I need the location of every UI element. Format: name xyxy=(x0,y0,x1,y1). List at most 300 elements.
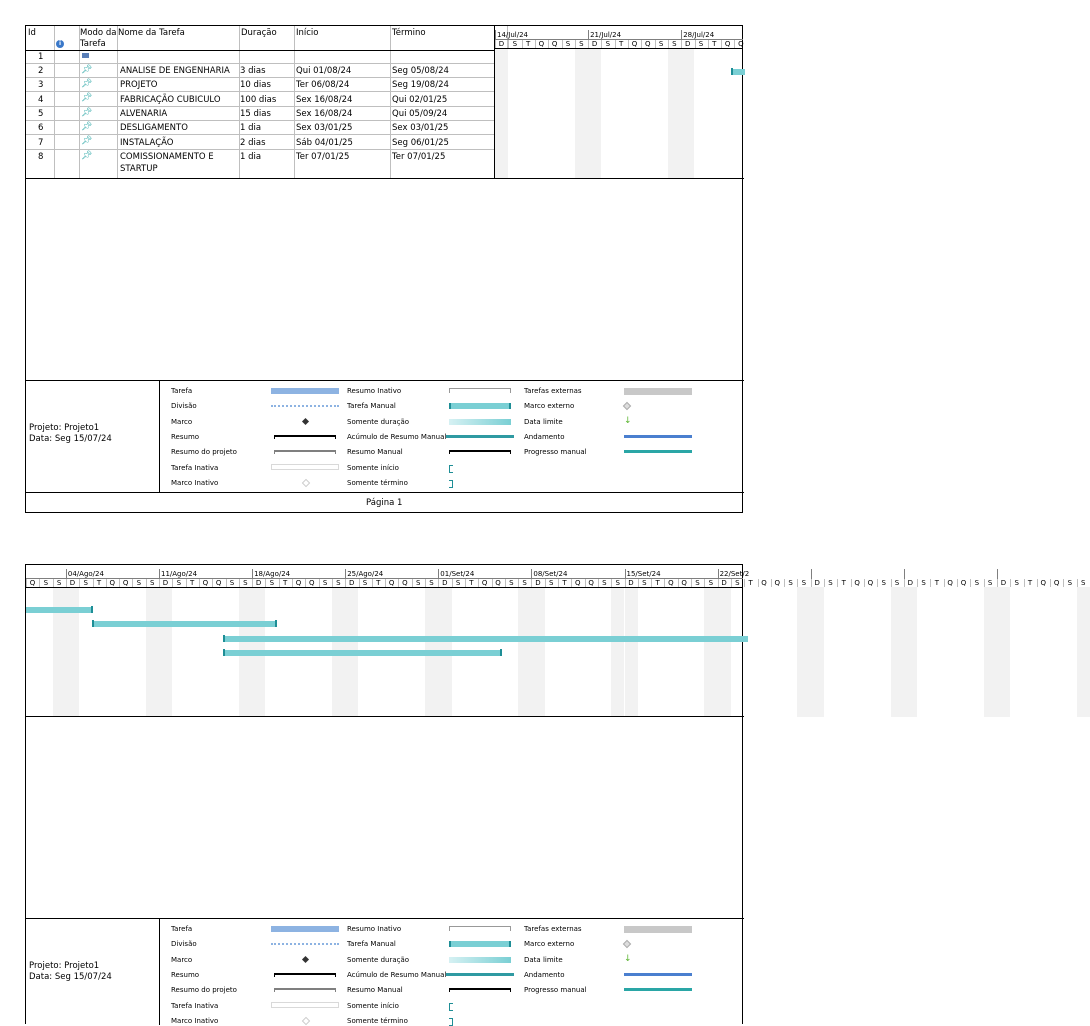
day-tick xyxy=(1063,579,1064,587)
pushpin-icon: 📌︎ xyxy=(81,151,93,161)
day-tick xyxy=(132,579,133,587)
legend-label: Tarefas externas xyxy=(524,387,582,395)
footer-date: Data: Seg 15/07/24 xyxy=(29,434,112,444)
legend-manual-rollup-swatch xyxy=(446,435,514,438)
day-tick xyxy=(495,40,496,48)
header-mode-2: Tarefa xyxy=(80,39,106,49)
day-label: Q xyxy=(309,579,315,587)
day-tick xyxy=(655,40,656,48)
legend-label: Marco Inativo xyxy=(171,478,219,487)
row-id: 1 xyxy=(38,52,44,62)
task-finish: Qui 02/01/25 xyxy=(392,95,448,105)
legend-label: Resumo do projeto xyxy=(171,986,237,995)
legend-manual-rollup-swatch xyxy=(446,973,514,976)
day-label: S xyxy=(894,579,900,587)
day-tick xyxy=(625,579,626,587)
bar-end-cap xyxy=(275,620,277,627)
day-label: S xyxy=(415,579,421,587)
legend-label: Acúmulo de Resumo Manual xyxy=(347,970,447,979)
weekend-shade xyxy=(811,587,824,717)
task-start: Sex 16/08/24 xyxy=(296,95,353,105)
weekend-shade xyxy=(146,587,159,717)
legend-label: Marco xyxy=(171,417,193,426)
day-tick xyxy=(731,579,732,587)
day-tick xyxy=(359,579,360,587)
day-label: Q xyxy=(867,579,874,587)
timeline-page-1 xyxy=(495,26,743,178)
day-label: S xyxy=(229,579,235,587)
day-tick xyxy=(505,579,506,587)
task-finish: Ter 07/01/25 xyxy=(392,152,446,162)
day-label: S xyxy=(455,579,461,587)
legend-inactive-task-swatch xyxy=(271,1002,339,1008)
legend-label: Tarefa Inativa xyxy=(171,1001,219,1010)
day-label: S xyxy=(695,579,700,587)
day-tick xyxy=(1037,579,1038,587)
legend-external-task-swatch xyxy=(624,926,692,933)
legend-inactive-summary-swatch xyxy=(449,926,511,931)
day-tick xyxy=(641,40,642,48)
legend-project-summary-swatch xyxy=(274,450,336,454)
task-name: PROJETO xyxy=(120,80,158,90)
task-start: Ter 06/08/24 xyxy=(296,80,350,90)
external-milestone-icon xyxy=(623,940,631,948)
day-label: T xyxy=(283,579,288,587)
day-label: Q xyxy=(774,579,781,587)
manual-task-bar xyxy=(731,69,745,75)
legend-summary-swatch xyxy=(274,435,336,439)
day-tick xyxy=(146,579,147,587)
weekend-shade xyxy=(159,587,172,717)
day-label: D xyxy=(1000,579,1007,587)
week-label: 01/Set/24 xyxy=(440,570,475,578)
day-label: Q xyxy=(388,579,395,587)
deadline-arrow-icon: ↓ xyxy=(624,415,632,426)
day-tick xyxy=(558,579,559,587)
legend-inactive-summary-swatch xyxy=(449,388,511,393)
row-id: 8 xyxy=(38,152,44,162)
day-tick xyxy=(638,579,639,587)
day-tick xyxy=(79,579,80,587)
row-id: 3 xyxy=(38,80,44,90)
day-tick xyxy=(26,579,27,587)
weekend-shade xyxy=(668,48,681,178)
day-label: D xyxy=(591,40,598,48)
day-label: S xyxy=(522,579,527,587)
day-tick xyxy=(824,579,825,587)
week-label: 25/Ago/24 xyxy=(347,570,384,578)
timescale-bottom xyxy=(495,48,743,49)
day-tick xyxy=(66,579,67,587)
milestone-diamond-icon xyxy=(302,956,309,963)
day-label: S xyxy=(602,579,607,587)
day-label: S xyxy=(605,40,611,48)
legend-progress-swatch xyxy=(624,435,692,438)
day-label: S xyxy=(881,579,886,587)
task-name: DESLIGAMENTO xyxy=(120,123,188,133)
day-tick xyxy=(438,579,439,587)
day-label: Q xyxy=(538,40,545,48)
legend-label: Resumo xyxy=(171,970,200,979)
day-tick xyxy=(864,579,865,587)
task-name: INSTALAÇÃO xyxy=(120,138,174,148)
day-label: S xyxy=(1014,579,1019,587)
task-finish: Qui 05/09/24 xyxy=(392,109,448,119)
row-id: 4 xyxy=(38,95,44,105)
task-name: COMISSIONAMENTO E xyxy=(120,152,214,162)
legend-duration-only-swatch xyxy=(449,419,511,425)
legend-label: Somente duração xyxy=(347,955,410,964)
task-finish: Seg 06/01/25 xyxy=(392,138,449,148)
day-tick xyxy=(252,579,253,587)
day-label: D xyxy=(684,40,691,48)
header-finish: Término xyxy=(392,28,426,38)
pushpin-icon: 📌︎ xyxy=(81,136,93,146)
day-tick xyxy=(571,579,572,587)
legend-inactive-task-swatch xyxy=(271,464,339,470)
inactive-milestone-icon xyxy=(302,1017,310,1025)
day-tick xyxy=(548,40,549,48)
legend-label: Somente término xyxy=(347,478,408,487)
task-name-line2: STARTUP xyxy=(120,164,158,174)
day-label: S xyxy=(1080,579,1086,587)
legend-manual-summary-swatch xyxy=(449,450,511,454)
legend-label: Somente início xyxy=(347,463,399,472)
legend-manual-progress-swatch xyxy=(624,988,692,991)
day-tick xyxy=(292,579,293,587)
bar-end-cap xyxy=(500,649,502,656)
day-tick xyxy=(628,40,629,48)
day-label: T xyxy=(96,579,102,587)
day-tick xyxy=(851,579,852,587)
page-number: Página 1 xyxy=(366,498,403,508)
day-tick xyxy=(199,579,200,587)
legend-label: Data limite xyxy=(524,955,563,964)
header-mode: Modo da xyxy=(80,28,117,38)
legend-label: Divisão xyxy=(171,402,197,411)
day-label: S xyxy=(658,40,664,48)
legend-label: Marco Inativo xyxy=(171,1016,219,1025)
weekend-shade xyxy=(518,587,531,717)
task-duration: 2 dias xyxy=(240,138,266,148)
day-label: S xyxy=(269,579,275,587)
day-label: T xyxy=(525,40,531,48)
day-label: T xyxy=(376,579,381,587)
day-label: D xyxy=(814,579,820,587)
day-label: Q xyxy=(215,579,222,587)
day-label: D xyxy=(498,40,505,48)
legend-panel xyxy=(160,381,744,491)
legend-label: Marco externo xyxy=(524,402,575,411)
day-tick xyxy=(345,579,346,587)
day-label: T xyxy=(562,579,567,587)
day-tick xyxy=(518,579,519,587)
day-tick xyxy=(585,579,586,587)
day-label: S xyxy=(801,579,807,587)
day-tick xyxy=(385,579,386,587)
day-label: S xyxy=(43,579,49,587)
day-tick xyxy=(39,579,40,587)
day-tick xyxy=(1010,579,1011,587)
legend-external-task-swatch xyxy=(624,388,692,395)
day-tick xyxy=(691,579,692,587)
day-label: S xyxy=(788,579,793,587)
footer-project: Projeto: Projeto1 xyxy=(29,423,100,433)
task-finish: Sex 03/01/25 xyxy=(392,123,449,133)
legend-manual-task-swatch xyxy=(449,403,511,409)
day-tick xyxy=(957,579,958,587)
day-tick xyxy=(704,579,705,587)
day-tick xyxy=(1050,579,1051,587)
legend-label: Tarefa Manual xyxy=(347,940,396,949)
legend-label: Tarefa xyxy=(171,387,193,395)
week-label: 21/Jul/24 xyxy=(590,31,622,39)
day-label: S xyxy=(548,579,554,587)
day-tick xyxy=(535,40,536,48)
day-label: S xyxy=(615,579,620,587)
weekend-shade xyxy=(997,587,1010,717)
day-tick xyxy=(545,579,546,587)
weekend-shade xyxy=(625,587,638,717)
legend-label: Tarefa xyxy=(171,925,193,933)
day-tick xyxy=(1024,579,1025,587)
legend-panel xyxy=(160,919,744,1025)
day-tick xyxy=(106,579,107,587)
timescale-bottom xyxy=(26,587,743,588)
day-label: Q xyxy=(481,579,488,587)
day-tick xyxy=(239,579,240,587)
day-tick xyxy=(53,579,54,587)
external-milestone-icon xyxy=(623,402,631,410)
pushpin-icon: 📌︎ xyxy=(81,108,93,118)
task-duration: 15 dias xyxy=(240,109,271,119)
day-tick xyxy=(186,579,187,587)
manual-task-bar xyxy=(92,621,277,627)
day-tick xyxy=(1077,579,1078,587)
task-start: Sex 03/01/25 xyxy=(296,123,353,133)
day-tick xyxy=(598,579,599,587)
day-label: T xyxy=(619,40,624,48)
day-tick xyxy=(478,579,479,587)
day-tick xyxy=(917,579,918,587)
day-tick xyxy=(784,579,785,587)
day-label: D xyxy=(721,579,727,587)
weekend-shade xyxy=(575,48,588,178)
day-label: Q xyxy=(854,579,860,587)
day-label: D xyxy=(907,579,913,587)
day-tick xyxy=(508,40,509,48)
day-label: Q xyxy=(202,579,209,587)
day-label: S xyxy=(362,579,368,587)
manual-task-bar xyxy=(223,650,502,656)
day-label: S xyxy=(243,579,248,587)
task-duration: 100 dias xyxy=(240,95,277,105)
day-label: Q xyxy=(29,579,36,587)
task-duration: 1 dia xyxy=(240,152,262,162)
legend-label: Tarefas externas xyxy=(524,925,582,933)
day-label: S xyxy=(708,579,714,587)
legend-label: Resumo Manual xyxy=(347,986,403,995)
day-label: T xyxy=(189,579,195,587)
day-tick xyxy=(721,40,722,48)
milestone-diamond-icon xyxy=(302,418,309,425)
legend-manual-task-swatch xyxy=(449,941,511,947)
print-page-1 xyxy=(25,25,743,513)
day-label: D xyxy=(69,579,76,587)
day-tick xyxy=(997,579,998,587)
legend-project-summary-swatch xyxy=(274,988,336,992)
day-label: S xyxy=(176,579,182,587)
day-label: T xyxy=(748,579,753,587)
day-tick xyxy=(159,579,160,587)
day-label: S xyxy=(322,579,328,587)
day-tick xyxy=(811,579,812,587)
week-label: 04/Ago/24 xyxy=(67,570,104,578)
day-tick xyxy=(758,579,759,587)
task-start: Qui 01/08/24 xyxy=(296,66,352,76)
info-icon: i xyxy=(56,40,64,48)
legend-label: Resumo Inativo xyxy=(347,925,402,933)
week-label: 11/Ago/24 xyxy=(161,570,198,578)
day-tick xyxy=(695,40,696,48)
day-tick xyxy=(93,579,94,587)
pushpin-icon: 📌︎ xyxy=(81,122,93,132)
day-tick xyxy=(172,579,173,587)
header-id: Id xyxy=(28,28,36,38)
row-id: 7 xyxy=(38,138,44,148)
day-tick xyxy=(332,579,333,587)
day-tick xyxy=(601,40,602,48)
task-name: ALVENARIA xyxy=(120,109,168,119)
day-label: T xyxy=(1027,579,1033,587)
week-label: 15/Set/24 xyxy=(626,570,661,578)
start-only-icon xyxy=(449,1003,453,1011)
weekend-shade xyxy=(797,587,810,717)
weekend-shade xyxy=(718,587,731,717)
row-id: 5 xyxy=(38,109,44,119)
pushpin-icon: 📌︎ xyxy=(81,65,93,75)
day-label: Q xyxy=(761,579,767,587)
bar-start-cap xyxy=(731,68,733,75)
day-label: S xyxy=(56,579,62,587)
day-tick xyxy=(531,579,532,587)
legend-manual-progress-swatch xyxy=(624,450,692,453)
header-name: Nome da Tarefa xyxy=(118,28,185,38)
day-label: Q xyxy=(947,579,953,587)
day-tick xyxy=(797,579,798,587)
bar-start-cap xyxy=(223,635,225,642)
legend-label: Resumo Manual xyxy=(347,448,403,457)
day-tick xyxy=(837,579,838,587)
legend-label: Marco externo xyxy=(524,940,575,949)
week-label: 18/Ago/24 xyxy=(254,570,291,578)
day-tick xyxy=(372,579,373,587)
day-tick xyxy=(615,40,616,48)
day-label: S xyxy=(429,579,434,587)
day-tick xyxy=(522,40,523,48)
manual-task-bar xyxy=(26,607,93,613)
inactive-milestone-icon xyxy=(302,479,310,487)
day-tick xyxy=(265,579,266,587)
header-start: Início xyxy=(296,28,319,38)
weekend-shade xyxy=(611,587,624,717)
weekend-shade xyxy=(495,48,508,178)
legend-split-swatch xyxy=(271,943,339,945)
day-tick xyxy=(588,40,589,48)
day-label: Q xyxy=(1040,579,1047,587)
day-tick xyxy=(744,579,745,587)
day-label: S xyxy=(512,40,518,48)
day-label: T xyxy=(469,579,474,587)
task-duration: 10 dias xyxy=(240,80,271,90)
day-tick xyxy=(718,579,719,587)
legend-label: Resumo xyxy=(171,432,200,441)
day-label: S xyxy=(509,579,514,587)
day-label: Q xyxy=(295,579,302,587)
day-tick xyxy=(970,579,971,587)
task-start: Sáb 04/01/25 xyxy=(296,138,353,148)
legend-progress-swatch xyxy=(624,973,692,976)
day-label: Q xyxy=(109,579,116,587)
day-tick xyxy=(611,579,612,587)
day-tick xyxy=(891,579,892,587)
day-label: Q xyxy=(738,40,744,48)
legend-label: Somente término xyxy=(347,1016,408,1025)
timeline-page-2 xyxy=(26,565,1086,717)
day-tick xyxy=(734,40,735,48)
day-label: S xyxy=(642,579,647,587)
day-label: D xyxy=(162,579,169,587)
finish-only-icon xyxy=(449,1018,453,1026)
day-label: D xyxy=(535,579,541,587)
legend-task-swatch xyxy=(271,388,339,394)
pushpin-icon: 📌︎ xyxy=(81,79,93,89)
legend-task-swatch xyxy=(271,926,339,932)
pushpin-icon: 📌︎ xyxy=(81,93,93,103)
day-tick xyxy=(305,579,306,587)
weekend-shade xyxy=(531,587,544,717)
day-tick xyxy=(904,579,905,587)
day-label: Q xyxy=(645,40,651,48)
day-tick xyxy=(664,579,665,587)
day-label: S xyxy=(974,579,980,587)
deadline-arrow-icon: ↓ xyxy=(624,953,632,964)
day-label: Q xyxy=(1053,579,1060,587)
legend-label: Andamento xyxy=(524,432,565,441)
task-duration: 3 dias xyxy=(240,66,266,76)
start-only-icon xyxy=(449,465,453,473)
task-name: ANALISE DE ENGENHARIA xyxy=(120,66,230,76)
day-tick xyxy=(575,40,576,48)
week-label: 22/Set/2 xyxy=(719,570,750,578)
day-label: Q xyxy=(681,579,687,587)
day-label: S xyxy=(1067,579,1073,587)
task-start: Ter 07/01/25 xyxy=(296,152,350,162)
print-page-2 xyxy=(25,564,1086,1025)
weekend-shade xyxy=(1077,587,1090,717)
day-tick xyxy=(944,579,945,587)
legend-manual-summary-swatch xyxy=(449,988,511,992)
manual-task-bar xyxy=(223,636,748,642)
day-label: D xyxy=(255,579,262,587)
day-label: S xyxy=(987,579,993,587)
day-label: S xyxy=(579,40,584,48)
weekend-shade xyxy=(681,48,694,178)
day-label: Q xyxy=(668,579,674,587)
day-tick xyxy=(279,579,280,587)
day-label: D xyxy=(442,579,448,587)
legend-duration-only-swatch xyxy=(449,957,511,963)
